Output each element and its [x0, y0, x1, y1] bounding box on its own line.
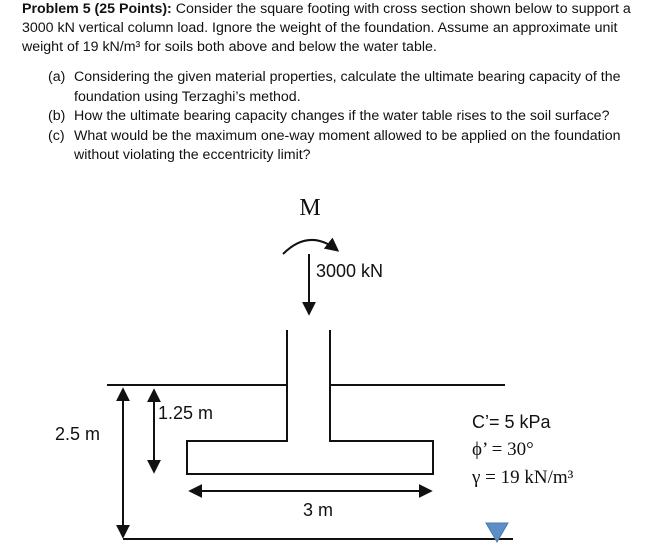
moment-label: M: [299, 195, 321, 221]
question-label: (a): [48, 69, 66, 85]
width-label: 3 m: [302, 500, 334, 520]
question-text: What would be the maximum one-way moment allowed to be applied on the foundation without violating the eccentricity limit?: [74, 127, 621, 163]
depth-total-label: 2.5 m: [55, 424, 101, 444]
cohesion-label: C’= 5 kPa: [472, 412, 551, 432]
question-text: Considering the given material properties, calculate the ultimate bearing capacity of the foundation using Terzaghi’s method.: [74, 69, 621, 105]
moment-arrow: [283, 240, 337, 254]
problem-text: Consider the square footing with cross section shown below to support a 3000 kN vertical column load. Ignore the weight of the foundation. Assume an approximate unit weight of 19 kN/m³ for soils both above and below the water table.: [22, 1, 631, 55]
footing-outline: [187, 330, 433, 474]
unit-weight-label: γ = 19 kN/m³: [472, 467, 574, 488]
depth-footing-label: 1.25 m: [158, 403, 214, 423]
question-text: How the ultimate bearing capacity changes if the water table rises to the soil surface?: [74, 108, 610, 124]
load-label: 3000 kN: [316, 261, 384, 281]
question-label: (b): [48, 108, 66, 124]
friction-angle-label: ϕ’ = 30°: [472, 439, 534, 460]
question-label: (c): [48, 127, 65, 144]
problem-heading: Problem 5 (25 Points):: [22, 1, 172, 17]
